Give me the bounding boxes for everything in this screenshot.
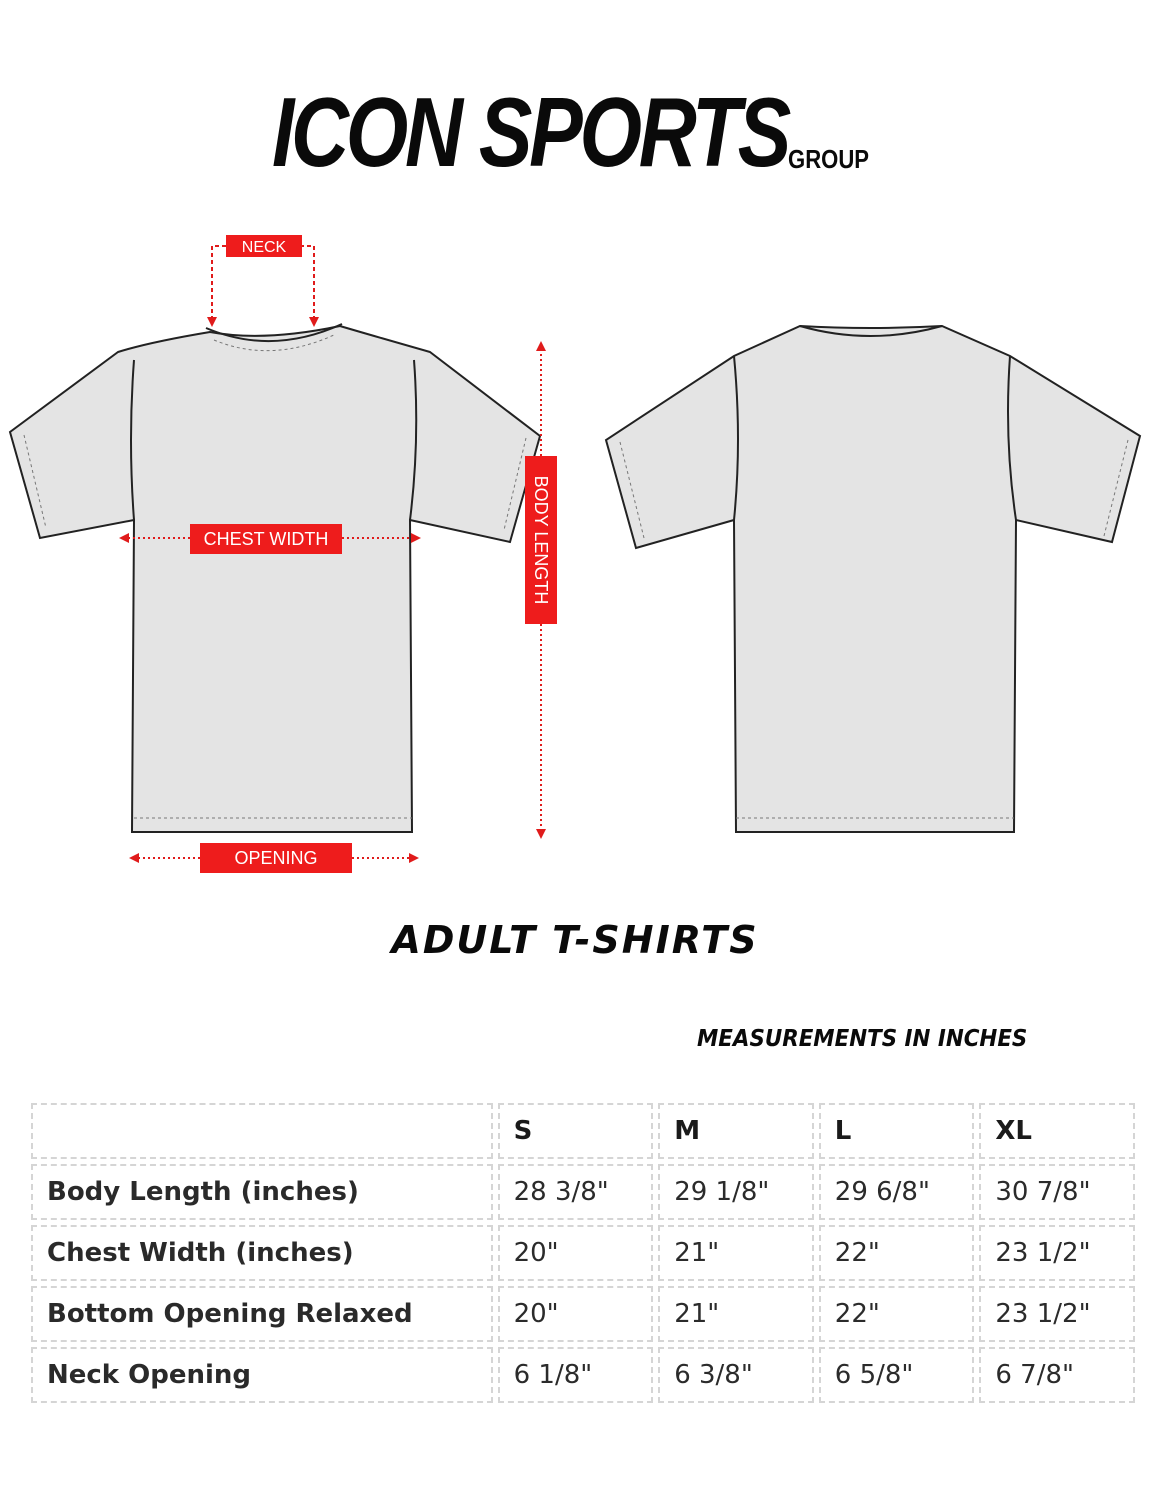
table-row <box>31 1225 1135 1281</box>
back-shirt <box>606 326 1140 832</box>
header-cell-empty <box>31 1103 493 1159</box>
units-note: MEASUREMENTS IN INCHES <box>697 1026 1028 1052</box>
value-cell: 6 7/8" <box>979 1347 1135 1403</box>
row-label: Chest Width (inches) <box>31 1225 493 1281</box>
table-row <box>31 1164 1135 1220</box>
header-cell-xl: XL <box>979 1103 1135 1159</box>
value-cell: 20" <box>498 1225 654 1281</box>
value-cell: 20" <box>498 1286 654 1342</box>
tshirt-diagram <box>0 220 1150 900</box>
value-cell: 21" <box>658 1286 814 1342</box>
brand-name: ICON SPORTS <box>272 77 789 187</box>
body-length-measure <box>525 346 557 834</box>
value-cell: 22" <box>819 1286 975 1342</box>
value-cell: 29 6/8" <box>819 1164 975 1220</box>
header-cell-m: M <box>658 1103 814 1159</box>
opening-measure <box>134 843 414 873</box>
value-cell: 30 7/8" <box>979 1164 1135 1220</box>
neck-label: NECK <box>241 239 287 256</box>
opening-label: OPENING <box>234 848 318 868</box>
table-header-row <box>31 1103 1135 1159</box>
body-length-label: BODY LENGTH <box>531 475 551 605</box>
row-label: Bottom Opening Relaxed <box>31 1286 493 1342</box>
value-cell: 29 1/8" <box>658 1164 814 1220</box>
row-label: Body Length (inches) <box>31 1164 493 1220</box>
value-cell: 21" <box>658 1225 814 1281</box>
front-shirt <box>10 324 540 832</box>
brand-logo <box>272 77 892 187</box>
size-chart-table <box>26 1098 1140 1408</box>
row-label: Neck Opening <box>31 1347 493 1403</box>
table-row <box>31 1347 1135 1403</box>
section-title: ADULT T-SHIRTS <box>391 918 759 962</box>
header-cell-l: L <box>819 1103 975 1159</box>
neck-measure <box>212 235 314 322</box>
value-cell: 23 1/2" <box>979 1286 1135 1342</box>
value-cell: 6 1/8" <box>498 1347 654 1403</box>
value-cell: 23 1/2" <box>979 1225 1135 1281</box>
value-cell: 6 5/8" <box>819 1347 975 1403</box>
header-cell-s: S <box>498 1103 654 1159</box>
chest-width-label: CHEST WIDTH <box>203 529 329 549</box>
value-cell: 6 3/8" <box>658 1347 814 1403</box>
value-cell: 28 3/8" <box>498 1164 654 1220</box>
value-cell: 22" <box>819 1225 975 1281</box>
table-row <box>31 1286 1135 1342</box>
brand-suffix: GROUP <box>788 144 870 174</box>
